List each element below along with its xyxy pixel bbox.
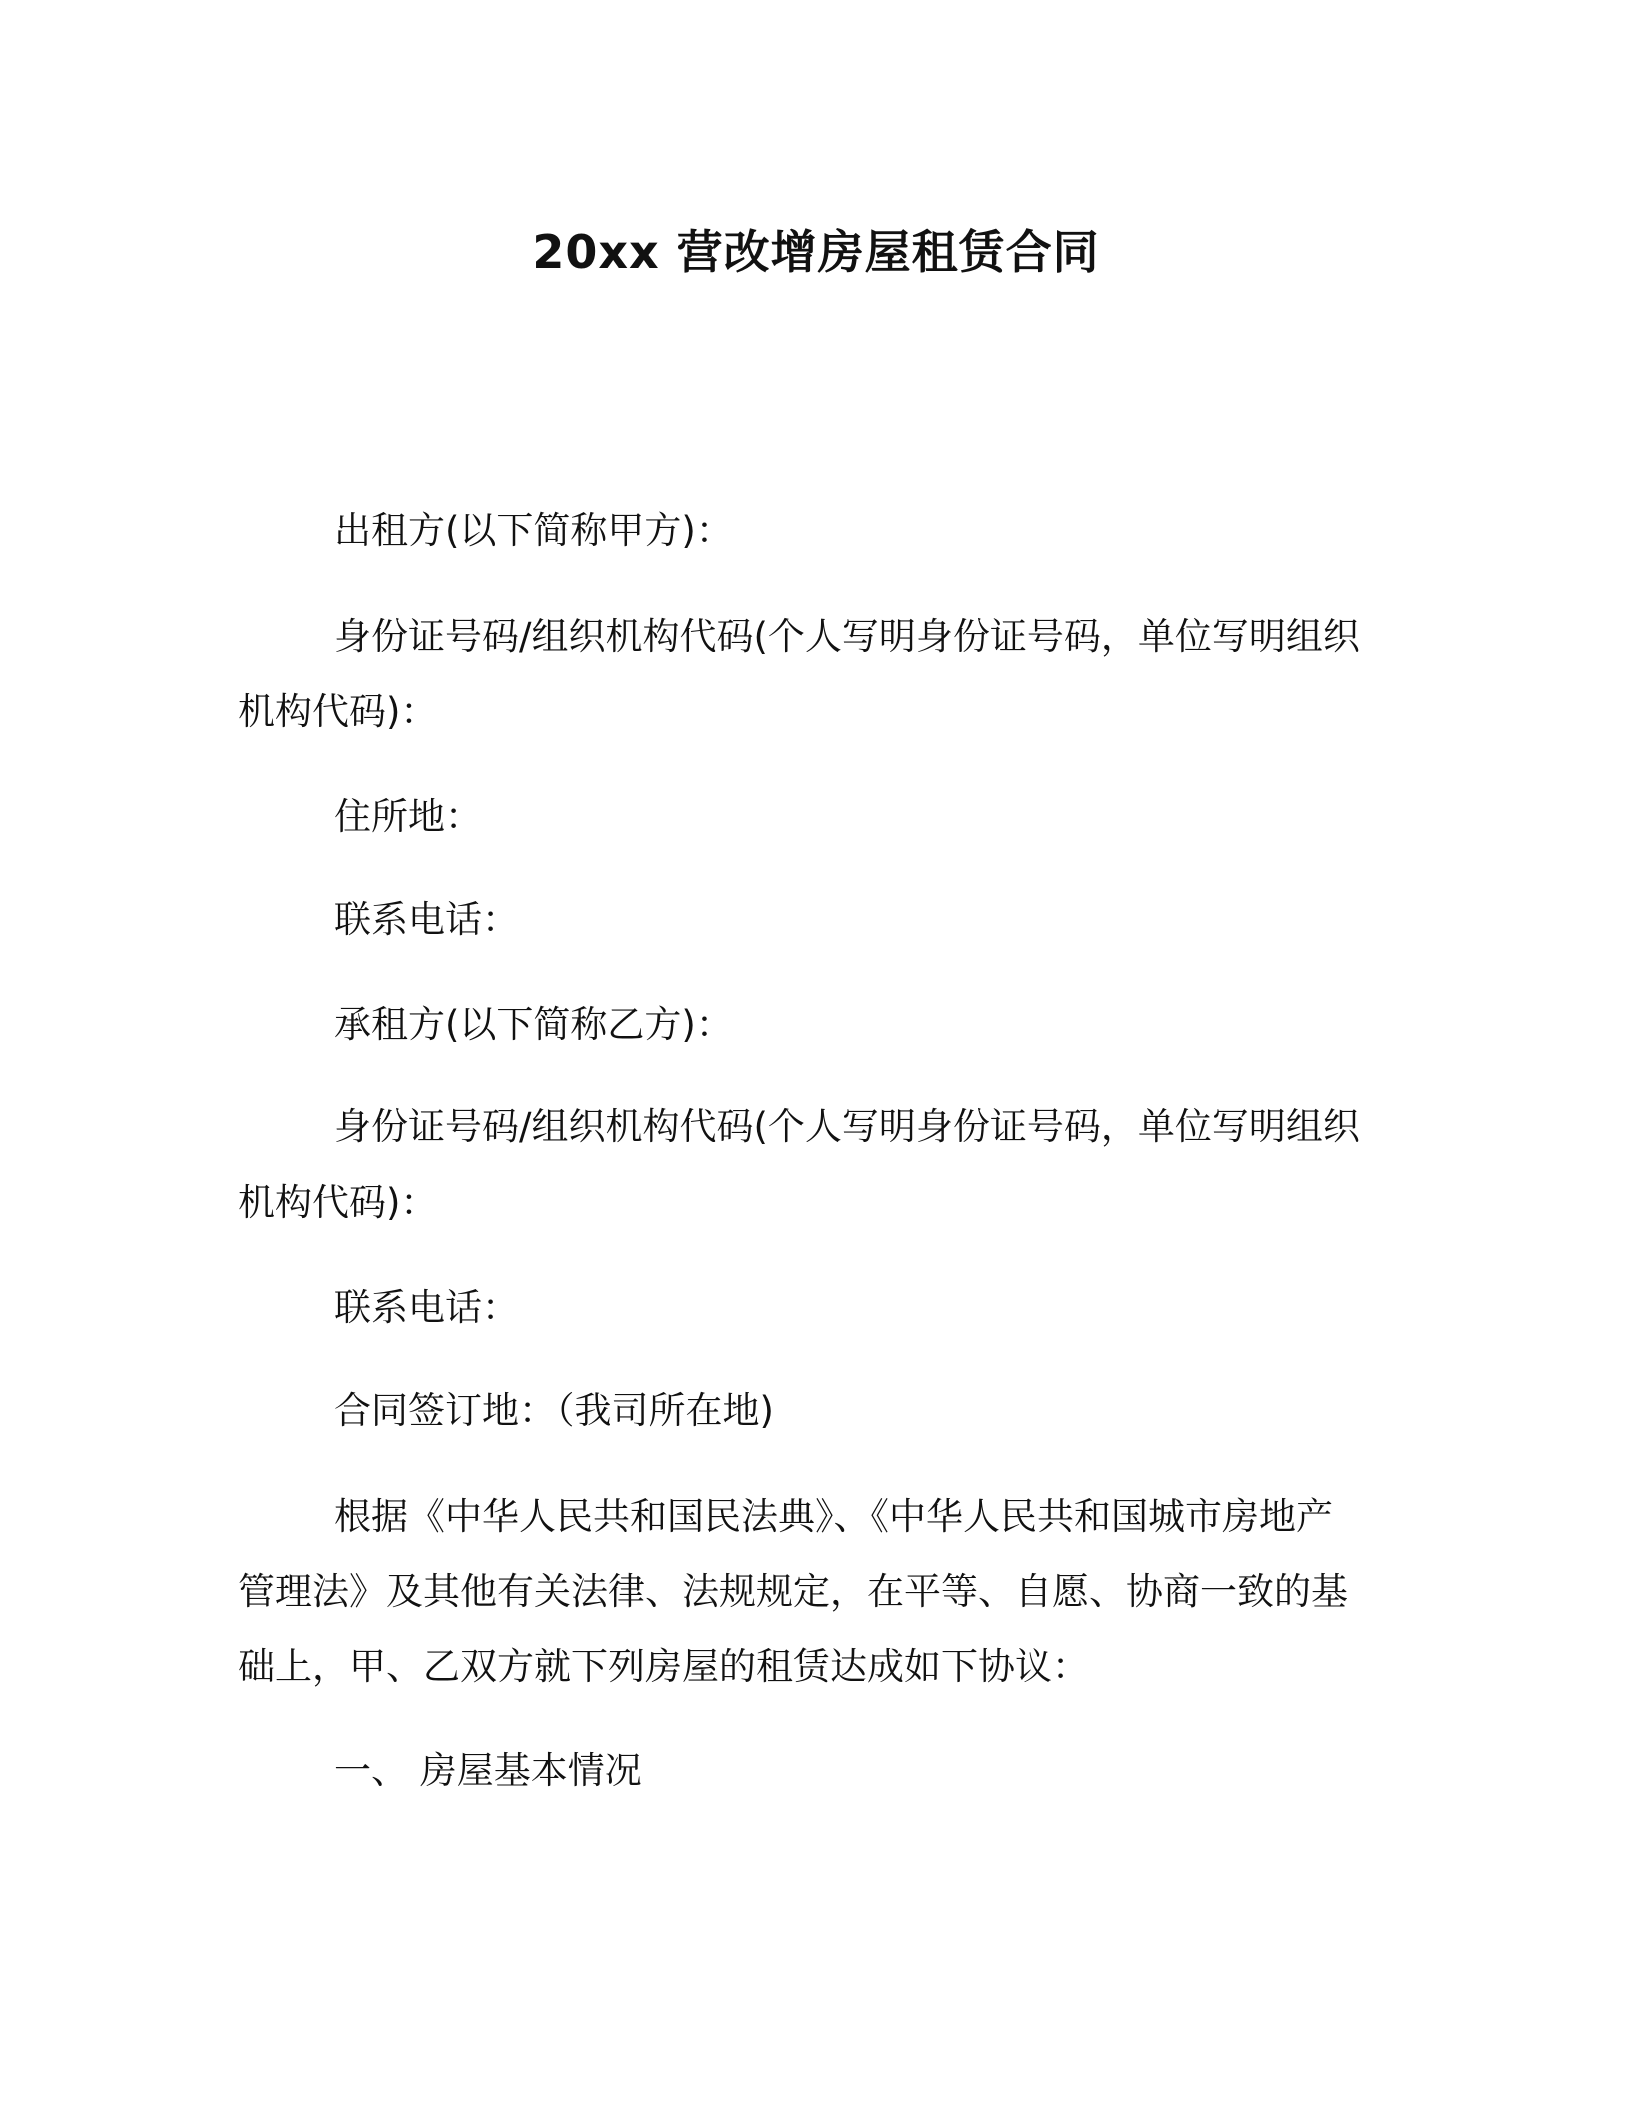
lessee-id-line-1: 身份证号码/组织机构代码(个人写明身份证号码，单位写明组织 [334, 1105, 1360, 1148]
lessor-id-line-1: 身份证号码/组织机构代码(个人写明身份证号码，单位写明组织 [334, 615, 1360, 658]
section-heading-house-info: 一、 房屋基本情况 [334, 1749, 642, 1792]
lessor-line: 出租方(以下简称甲方)： [334, 509, 733, 552]
lessor-address-line: 住所地： [334, 795, 482, 838]
lessee-line: 承租方(以下简称乙方)： [334, 1003, 733, 1046]
basis-paragraph-line-1: 根据《中华人民共和国民法典》、《中华人民共和国城市房地产 [334, 1495, 1333, 1538]
lessee-phone-line: 联系电话： [334, 1286, 519, 1329]
lessor-id-line-2: 机构代码)： [238, 690, 438, 733]
basis-paragraph-line-2: 管理法》及其他有关法律、法规规定，在平等、自愿、协商一致的基 [238, 1570, 1348, 1613]
lessor-phone-line: 联系电话： [334, 898, 519, 941]
lessee-id-line-2: 机构代码)： [238, 1181, 438, 1224]
document-title: 20xx 营改增房屋租赁合同 [532, 225, 1100, 279]
basis-paragraph-line-3: 础上，甲、乙双方就下列房屋的租赁达成如下协议： [238, 1645, 1089, 1688]
signing-place-line: 合同签订地：（我司所在地) [334, 1389, 774, 1432]
